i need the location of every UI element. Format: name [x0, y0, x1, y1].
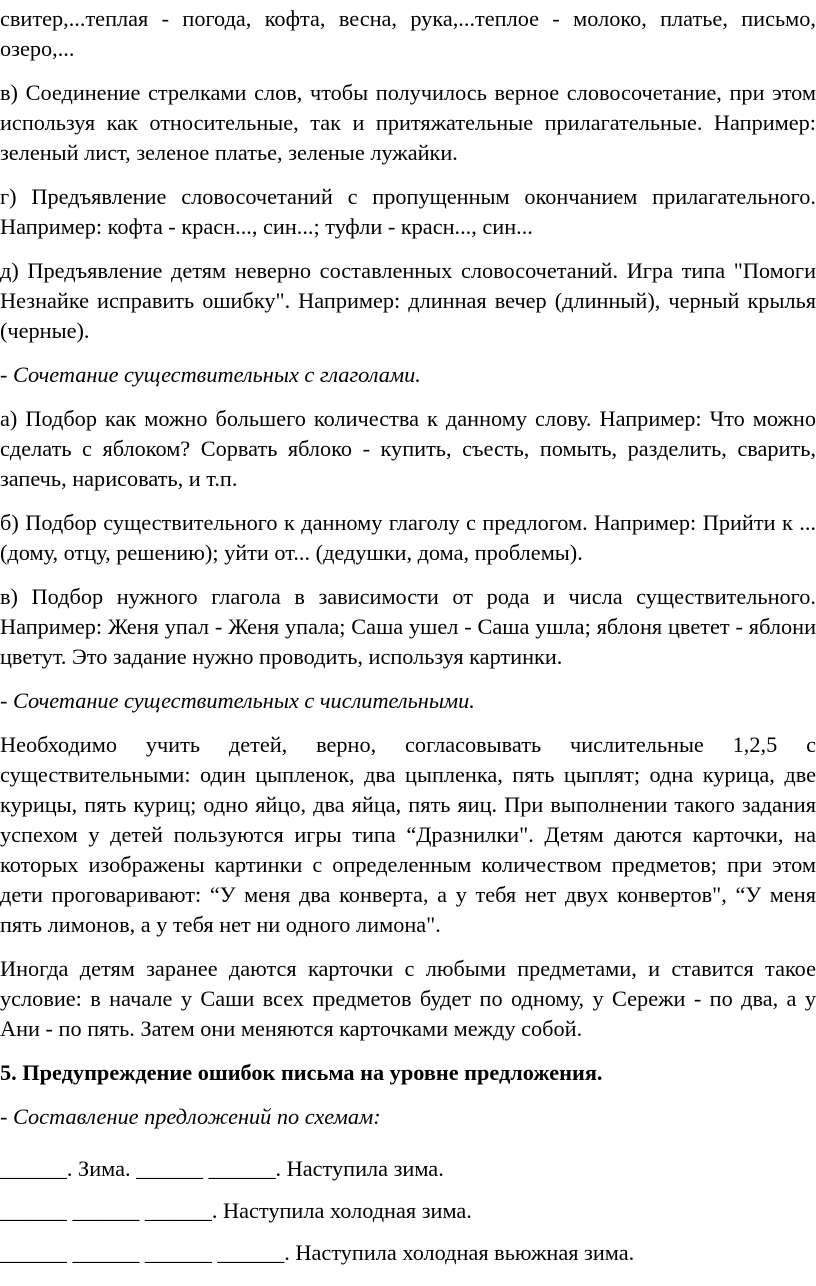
paragraph-task-b-prepositions: б) Подбор существительного к данному глаголу с предлогом. Например: Прийти к ... (дому, отцу, решению); уйти от... (дедушки, дома, проблемы).	[0, 510, 816, 565]
scheme-line-2: ______ ______ ______. Наступила холодная зима.	[0, 1198, 472, 1223]
paragraph-adjective-examples: свитер,...теплая - погода, кофта, весна, рука,...теплое - молоко, платье, письмо, озеро,...	[0, 6, 816, 61]
scheme-line-1: ______. Зима. ______ ______. Наступила зима.	[0, 1156, 444, 1181]
scheme-line-3: ______ ______ ______ ______. Наступила холодная вьюжная зима.	[0, 1240, 635, 1265]
paragraph-cards-game: Иногда детям заранее даются карточки с любыми предметами, и ставится такое условие: в начале у Саши всех предметов будет по одному, у Сережи - по два, а у Ани - по пять. Затем они меняются карточками между собой.	[0, 956, 816, 1041]
paragraph-task-g-endings: г) Предъявление словосочетаний с пропущенным окончанием прилагательного. Например: кофта - красн..., син...; туфли - красн..., син...	[0, 184, 816, 239]
paragraph-task-v-gender-number: в) Подбор нужного глагола в зависимости от рода и числа существительного. Например: Женя упал - Женя упала; Саша ушел - Саша ушла; яблоня цветет - яблони цветут. Это задание нужно проводить, используя картинки.	[0, 584, 816, 669]
paragraph-numerals-agreement: Необходимо учить детей, верно, согласовывать числительные 1,2,5 с существительными: один цыпленок, два цыпленка, пять цыплят; одна курица, две курицы, пять куриц; одно яйцо, два яйца, пять яиц. При выполнении такого задания успехом у детей пользуются игры типа “Дразнилки". Детям даются карточки, на которых изображены картинки с определенным количеством предметов; при этом дети проговаривают: “У меня два конверта, а у тебя нет двух конвертов", “У меня пять лимонов, а у тебя нет ни одного лимона".	[0, 732, 816, 937]
paragraph-task-d-errors: д) Предъявление детям неверно составленных словосочетаний. Игра типа "Помоги Незнайке исправить ошибку". Например: длинная вечер (длинный), черный крылья (черные).	[0, 258, 816, 343]
paragraph-task-v-arrows: в) Соединение стрелками слов, чтобы получилось верное словосочетание, при этом используя как относительные, так и притяжательные прилагательные. Например: зеленый лист, зеленое платье, зеленые лужайки.	[0, 80, 816, 165]
subheading-nouns-with-numerals: - Сочетание существительных с числительными.	[0, 688, 475, 713]
section-heading-5: 5. Предупреждение ошибок письма на уровне предложения.	[0, 1060, 603, 1085]
subheading-schemes: - Составление предложений по схемам:	[0, 1104, 381, 1129]
paragraph-task-a-verbs: а) Подбор как можно большего количества к данному слову. Например: Что можно сделать с яблоком? Сорвать яблоко - купить, съесть, помыть, разделить, сварить, запечь, нарисовать, и т.п.	[0, 406, 816, 491]
subheading-nouns-with-verbs: - Сочетание существительных с глаголами.	[0, 362, 421, 387]
